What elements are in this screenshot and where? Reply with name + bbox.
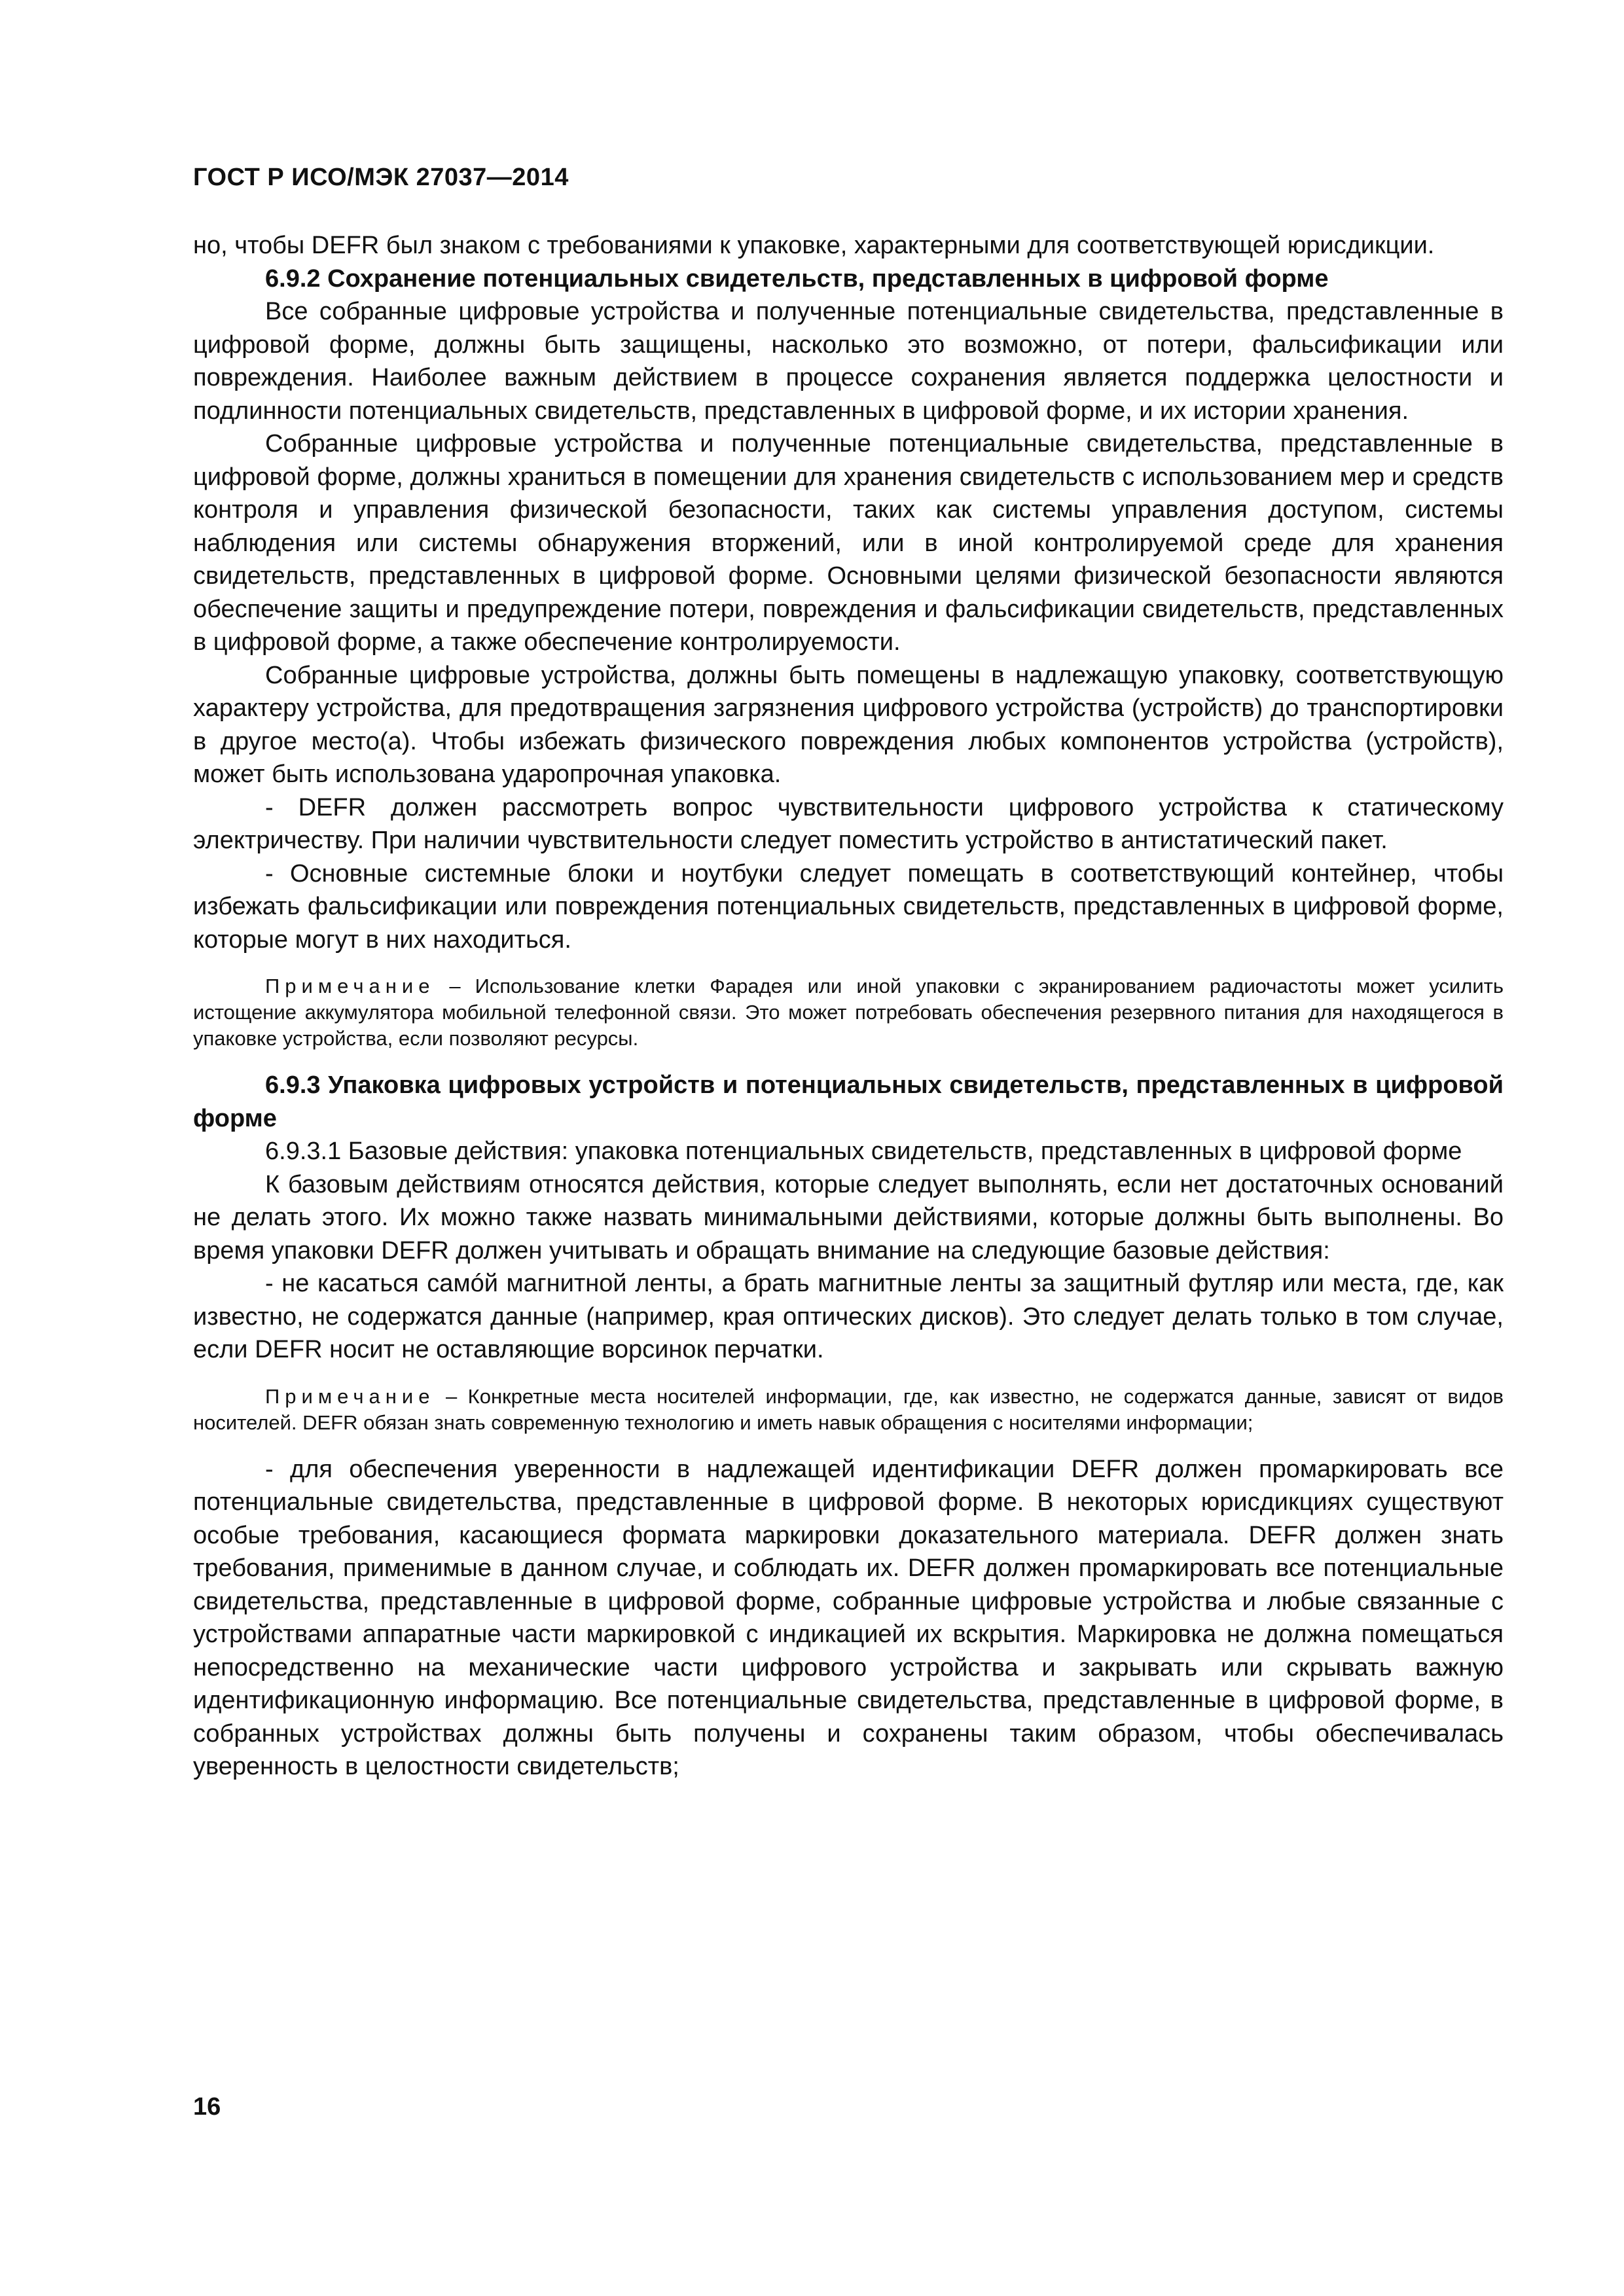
note-text: – Использование клетки Фарадея или иной упаковки с экранированием радиочастоты может усилить истощение аккумулятора мобильной телефонной связи. Это может потребовать обеспечения резервного питания для находящегося в упаковке устройства, если позволяют ресурсы. xyxy=(193,975,1504,1050)
paragraph: - для обеспечения уверенности в надлежащей идентификации DEFR должен промаркировать все потенциальные свидетельства, представленные в цифровой форме. В некоторых юрисдикциях существуют особые требования, касающиеся формата маркировки доказательного материала. DEFR должен знать требования, применимые в данном случае, и соблюдать их. DEFR должен промаркировать все потенциальные свидетельства, представленные в цифровой форме, собранные цифровые устройства и любые связанные с устройствами аппаратные части маркировкой с индикацией их вскрытия. Маркировка не должна помещаться непосредственно на механические части цифрового устройства и закрывать или скрывать важную идентификационную информацию. Все потенциальные свидетельства, представленные в цифровой форме, в собранных устройствах должны быть получены и сохранены таким образом, чтобы обеспечивалась уверенность в целостности свидетельств; xyxy=(193,1455,1504,1780)
note-text: – Конкретные места носителей информации, где, как известно, не содержатся данные, зависят от видов носителей. DEFR обязан знать современную технологию и иметь навык обращения с носителями информации; xyxy=(193,1384,1504,1434)
subsection-heading-6-9-3-1: 6.9.3.1 Базовые действия: упаковка потенциальных свидетельств, представленных в цифровой форме xyxy=(265,1138,1462,1165)
note-label: Примечание xyxy=(265,1384,435,1408)
section-heading-6-9-3: 6.9.3 Упаковка цифровых устройств и потенциальных свидетельств, представленных в цифровой форме xyxy=(193,1071,1504,1132)
paragraph: Собранные цифровые устройства и полученные потенциальные свидетельства, представленные в цифровой форме, должны храниться в помещении для хранения свидетельств с использованием мер и средств контроля и управления физической безопасности, таких как системы управления доступом, системы наблюдения или системы обнаружения вторжений, или в иной контролируемой среде для хранения свидетельств, представленных в цифровой форме. Основными целями физической безопасности являются обеспечение защиты и предупреждение потери, повреждения и фальсификации свидетельств, представленных в цифровой форме, а также обеспечение контролируемости. xyxy=(193,430,1504,656)
note-block xyxy=(193,973,1504,1052)
paragraph: К базовым действиям относятся действия, которые следует выполнять, если нет достаточных оснований не делать этого. Их можно также назвать минимальными действиями, которые должны быть выполнены. Во время упаковки DEFR должен учитывать и обращать внимание на следующие базовые действия: xyxy=(193,1170,1504,1265)
document-header: ГОСТ Р ИСО/МЭК 27037—2014 xyxy=(193,164,569,191)
document-body xyxy=(193,229,1504,1784)
section-heading-6-9-2: 6.9.2 Сохранение потенциальных свидетельств, представленных в цифровой форме xyxy=(265,264,1329,293)
paragraph: - Основные системные блоки и ноутбуки следует помещать в соответствующий контейнер, чтобы избежать фальсификации или повреждения потенциальных свидетельств, представленных в цифровой форме, которые могут в них находиться. xyxy=(193,859,1504,954)
paragraph: - DEFR должен рассмотреть вопрос чувствительности цифрового устройства к статическому электричеству. При наличии чувствительности следует поместить устройство в антистатический пакет. xyxy=(193,793,1504,854)
note-block xyxy=(193,1384,1504,1436)
paragraph-continuation: но, чтобы DEFR был знаком с требованиями к упаковке, характерными для соответствующей юрисдикции. xyxy=(193,232,1435,259)
paragraph: - не касаться самóй магнитной ленты, а брать магнитные ленты за защитный футляр или места, где, как известно, не содержатся данные (например, края оптических дисков). Это следует делать только в том случае, если DEFR носит не оставляющие ворсинок перчатки. xyxy=(193,1270,1504,1363)
paragraph: Собранные цифровые устройства, должны быть помещены в надлежащую упаковку, соответствующую характеру устройства, для предотвращения загрязнения цифрового устройства (устройств) до транспортировки в другое место(а). Чтобы избежать физического повреждения любых компонентов устройства (устройств), может быть использована ударопрочная упаковка. xyxy=(193,661,1504,788)
page-number: 16 xyxy=(193,2093,221,2121)
note-label: Примечание xyxy=(265,975,435,997)
paragraph: Все собранные цифровые устройства и полученные потенциальные свидетельства, представленные в цифровой форме, должны быть защищены, насколько это возможно, от потери, фальсификации или повреждения. Наиболее важным действием в процессе сохранения является поддержка целостности и подлинности потенциальных свидетельств, представленных в цифровой форме, и их истории хранения. xyxy=(193,298,1504,425)
